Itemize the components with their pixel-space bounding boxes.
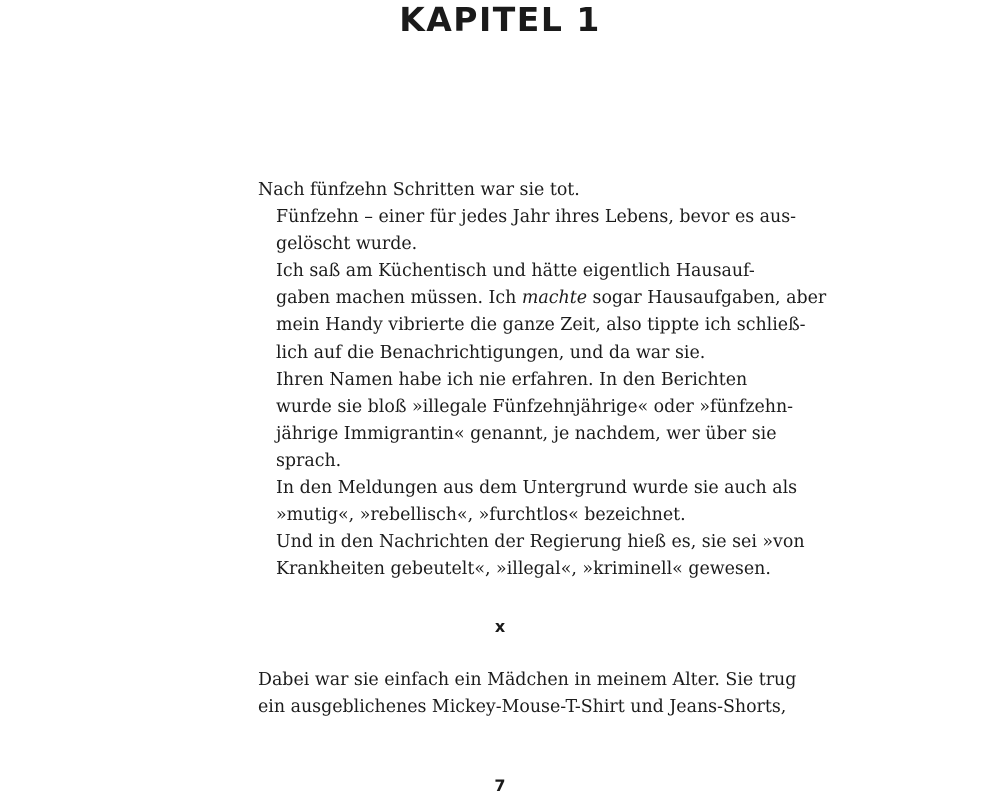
paragraph-line: In den Meldungen aus dem Untergrund wurde sie auch als [276, 478, 798, 499]
paragraph-6 [258, 529, 805, 583]
paragraph-5 [258, 475, 798, 529]
paragraph-line: sprach. [276, 450, 342, 471]
paragraph-line: Dabei war sie einfach ein Mädchen in meinem Alter. Sie trug [258, 670, 797, 690]
paragraph-line: jährige Immigrantin« genannt, je nachdem, wer über sie [276, 423, 777, 444]
paragraph-line: Fünfzehn – einer für jedes Jahr ihres Lebens, bevor es aus- [276, 207, 797, 228]
page-number: 7 [494, 776, 506, 795]
paragraph-1 [258, 177, 741, 204]
paragraph-3 [258, 258, 827, 366]
paragraph-line-with-emphasis: gaben machen müssen. Ich machte sogar Hausaufgaben, aber [276, 288, 827, 309]
paragraph-line: Krankheiten gebeutelt«, »illegal«, »kriminell« gewesen. [276, 559, 771, 580]
section-2-text [258, 667, 797, 721]
emphasis-word: machte [521, 288, 587, 309]
chapter-title: KAPITEL 1 [399, 0, 601, 39]
paragraph-line: mein Handy vibrierte die ganze Zeit, also tippte ich schließ- [276, 315, 806, 336]
section-separator: x [494, 617, 506, 636]
paragraph-line: Ihren Namen habe ich nie erfahren. In den Berichten [276, 369, 748, 390]
paragraph-2 [258, 204, 797, 258]
paragraph-line: Nach fünfzehn Schritten war sie tot. [258, 180, 580, 200]
paragraph-line: Ich saß am Küchentisch und hätte eigentlich Hausauf- [276, 261, 755, 282]
paragraph-line: gelöscht wurde. [276, 234, 418, 255]
paragraph-line: Und in den Nachrichten der Regierung hieß es, sie sei »von [276, 532, 805, 553]
paragraph-line: lich auf die Benachrichtigungen, und da war sie. [276, 342, 706, 363]
paragraph-line: wurde sie bloß »illegale Fünfzehnjährige« oder »fünfzehn- [276, 396, 794, 417]
paragraph-line: »mutig«, »rebellisch«, »furchtlos« bezeichnet. [276, 505, 686, 526]
paragraph-4 [258, 367, 794, 475]
paragraph-7 [258, 667, 797, 721]
section-1-text [258, 177, 827, 583]
paragraph-line: ein ausgeblichenes Mickey-Mouse-T-Shirt und Jeans-Shorts, [258, 697, 787, 718]
